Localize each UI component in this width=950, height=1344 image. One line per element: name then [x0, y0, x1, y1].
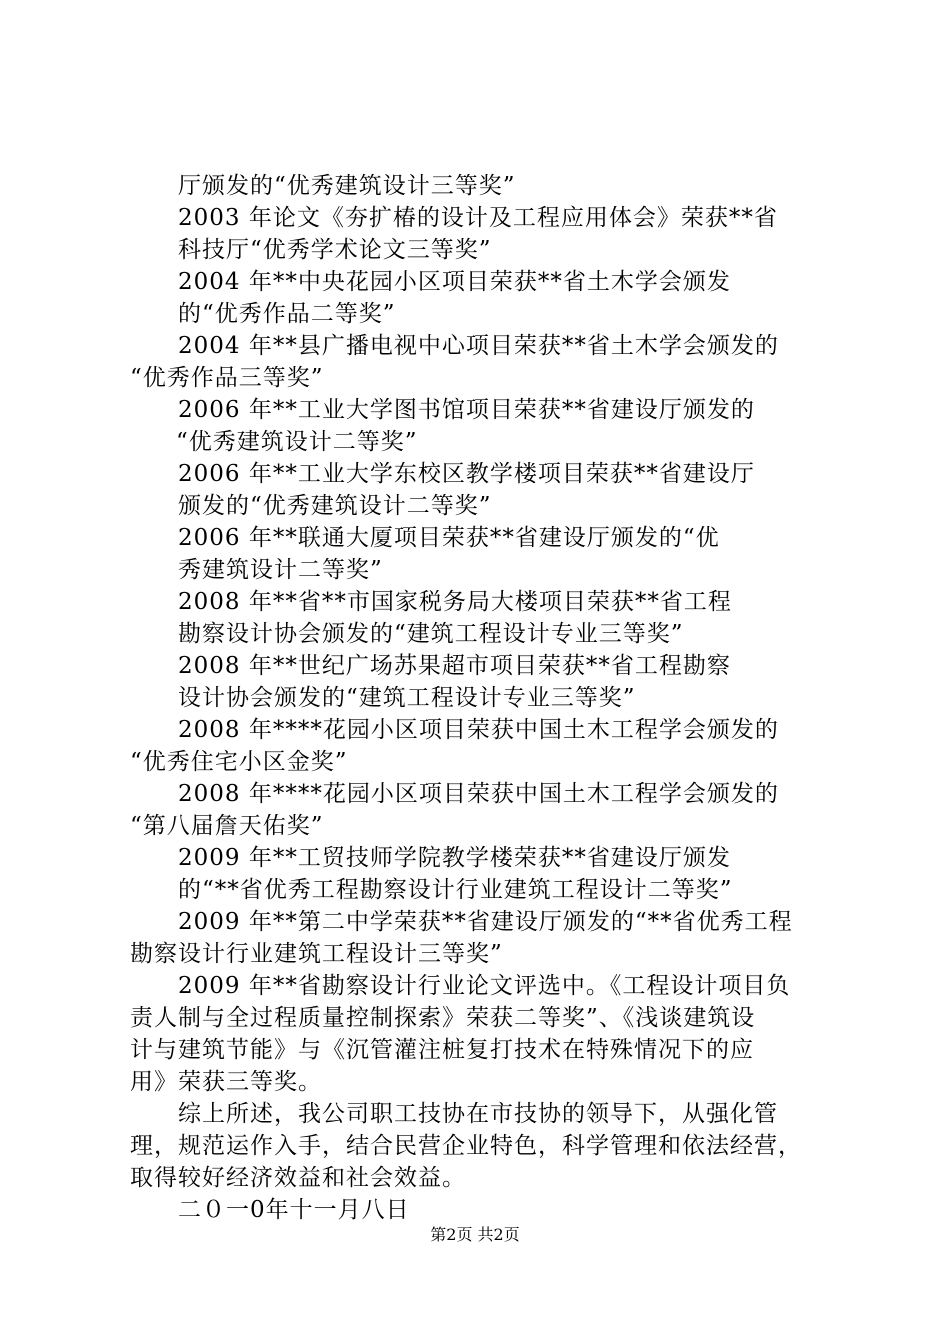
text-line: 2006 年**工业大学图书馆项目荣获**省建设厅颁发的	[178, 397, 755, 423]
text-line: 颁发的“优秀建筑设计二等奖”	[178, 493, 492, 519]
text-line: 用》荣获三等奖。	[130, 1069, 322, 1095]
text-line: 2009 年**第二中学荣获**省建设厅颁发的“**省优秀工程	[178, 909, 793, 935]
text-line: 厅颁发的“优秀建筑设计三等奖”	[178, 173, 516, 199]
text-line: 2004 年**县广播电视中心项目荣获**省土木学会颁发的	[178, 333, 779, 359]
text-line: 2006 年**工业大学东校区教学楼项目荣获**省建设厅	[178, 461, 755, 487]
text-line: 科技厅“优秀学术论文三等奖”	[178, 237, 492, 263]
text-line: 责人制与全过程质量控制探索》荣获二等奖”、《浅谈建筑设	[130, 1005, 756, 1031]
text-line: 2006 年**联通大厦项目荣获**省建设厅颁发的“优	[178, 525, 720, 551]
page-number: 第2页 共2页	[430, 1225, 520, 1244]
text-line: 设计协会颁发的“建筑工程设计专业三等奖”	[178, 685, 636, 711]
text-line: “第八届詹天佑奖”	[130, 813, 324, 839]
text-line: 2009 年**省勘察设计行业论文评选中。《工程设计项目负	[178, 973, 791, 999]
text-line: 2008 年**世纪广场苏果超市项目荣获**省工程勘察	[178, 653, 731, 679]
text-line: 计与建筑节能》与《沉管灌注桩复打技术在特殊情况下的应	[130, 1037, 754, 1063]
text-line: “优秀作品三等奖”	[130, 365, 324, 391]
text-line: “优秀建筑设计二等奖”	[176, 429, 418, 455]
text-line: 理，规范运作入手，结合民营企业特色，科学管理和依法经营，	[130, 1133, 802, 1159]
text-line: 的“优秀作品二等奖”	[178, 301, 396, 327]
text-line: 综上所述，我公司职工技协在市技协的领导下，从强化管	[178, 1101, 778, 1127]
text-line: 秀建筑设计二等奖”	[178, 557, 383, 583]
text-line: 2009 年**工贸技师学院教学楼荣获**省建设厅颁发	[178, 845, 731, 871]
text-line: 二０一0年十一月八日	[178, 1197, 410, 1223]
text-line: “优秀住宅小区金奖”	[130, 749, 348, 775]
text-line: 2008 年****花园小区项目荣获中国土木工程学会颁发的	[178, 781, 779, 807]
text-line: 勘察设计协会颁发的“建筑工程设计专业三等奖”	[178, 621, 684, 647]
text-line: 2008 年**省**市国家税务局大楼项目荣获**省工程	[178, 589, 732, 615]
text-line: 取得较好经济效益和社会效益。	[130, 1165, 466, 1191]
text-line: 2003 年论文《夯扩椿的设计及工程应用体会》荣获**省	[178, 205, 778, 231]
text-line: 的“**省优秀工程勘察设计行业建筑工程设计二等奖”	[178, 877, 733, 903]
text-line: 2004 年**中央花园小区项目荣获**省土木学会颁发	[178, 269, 731, 295]
text-line: 勘察设计行业建筑工程设计三等奖”	[130, 941, 503, 967]
text-line: 2008 年****花园小区项目荣获中国土木工程学会颁发的	[178, 717, 779, 743]
